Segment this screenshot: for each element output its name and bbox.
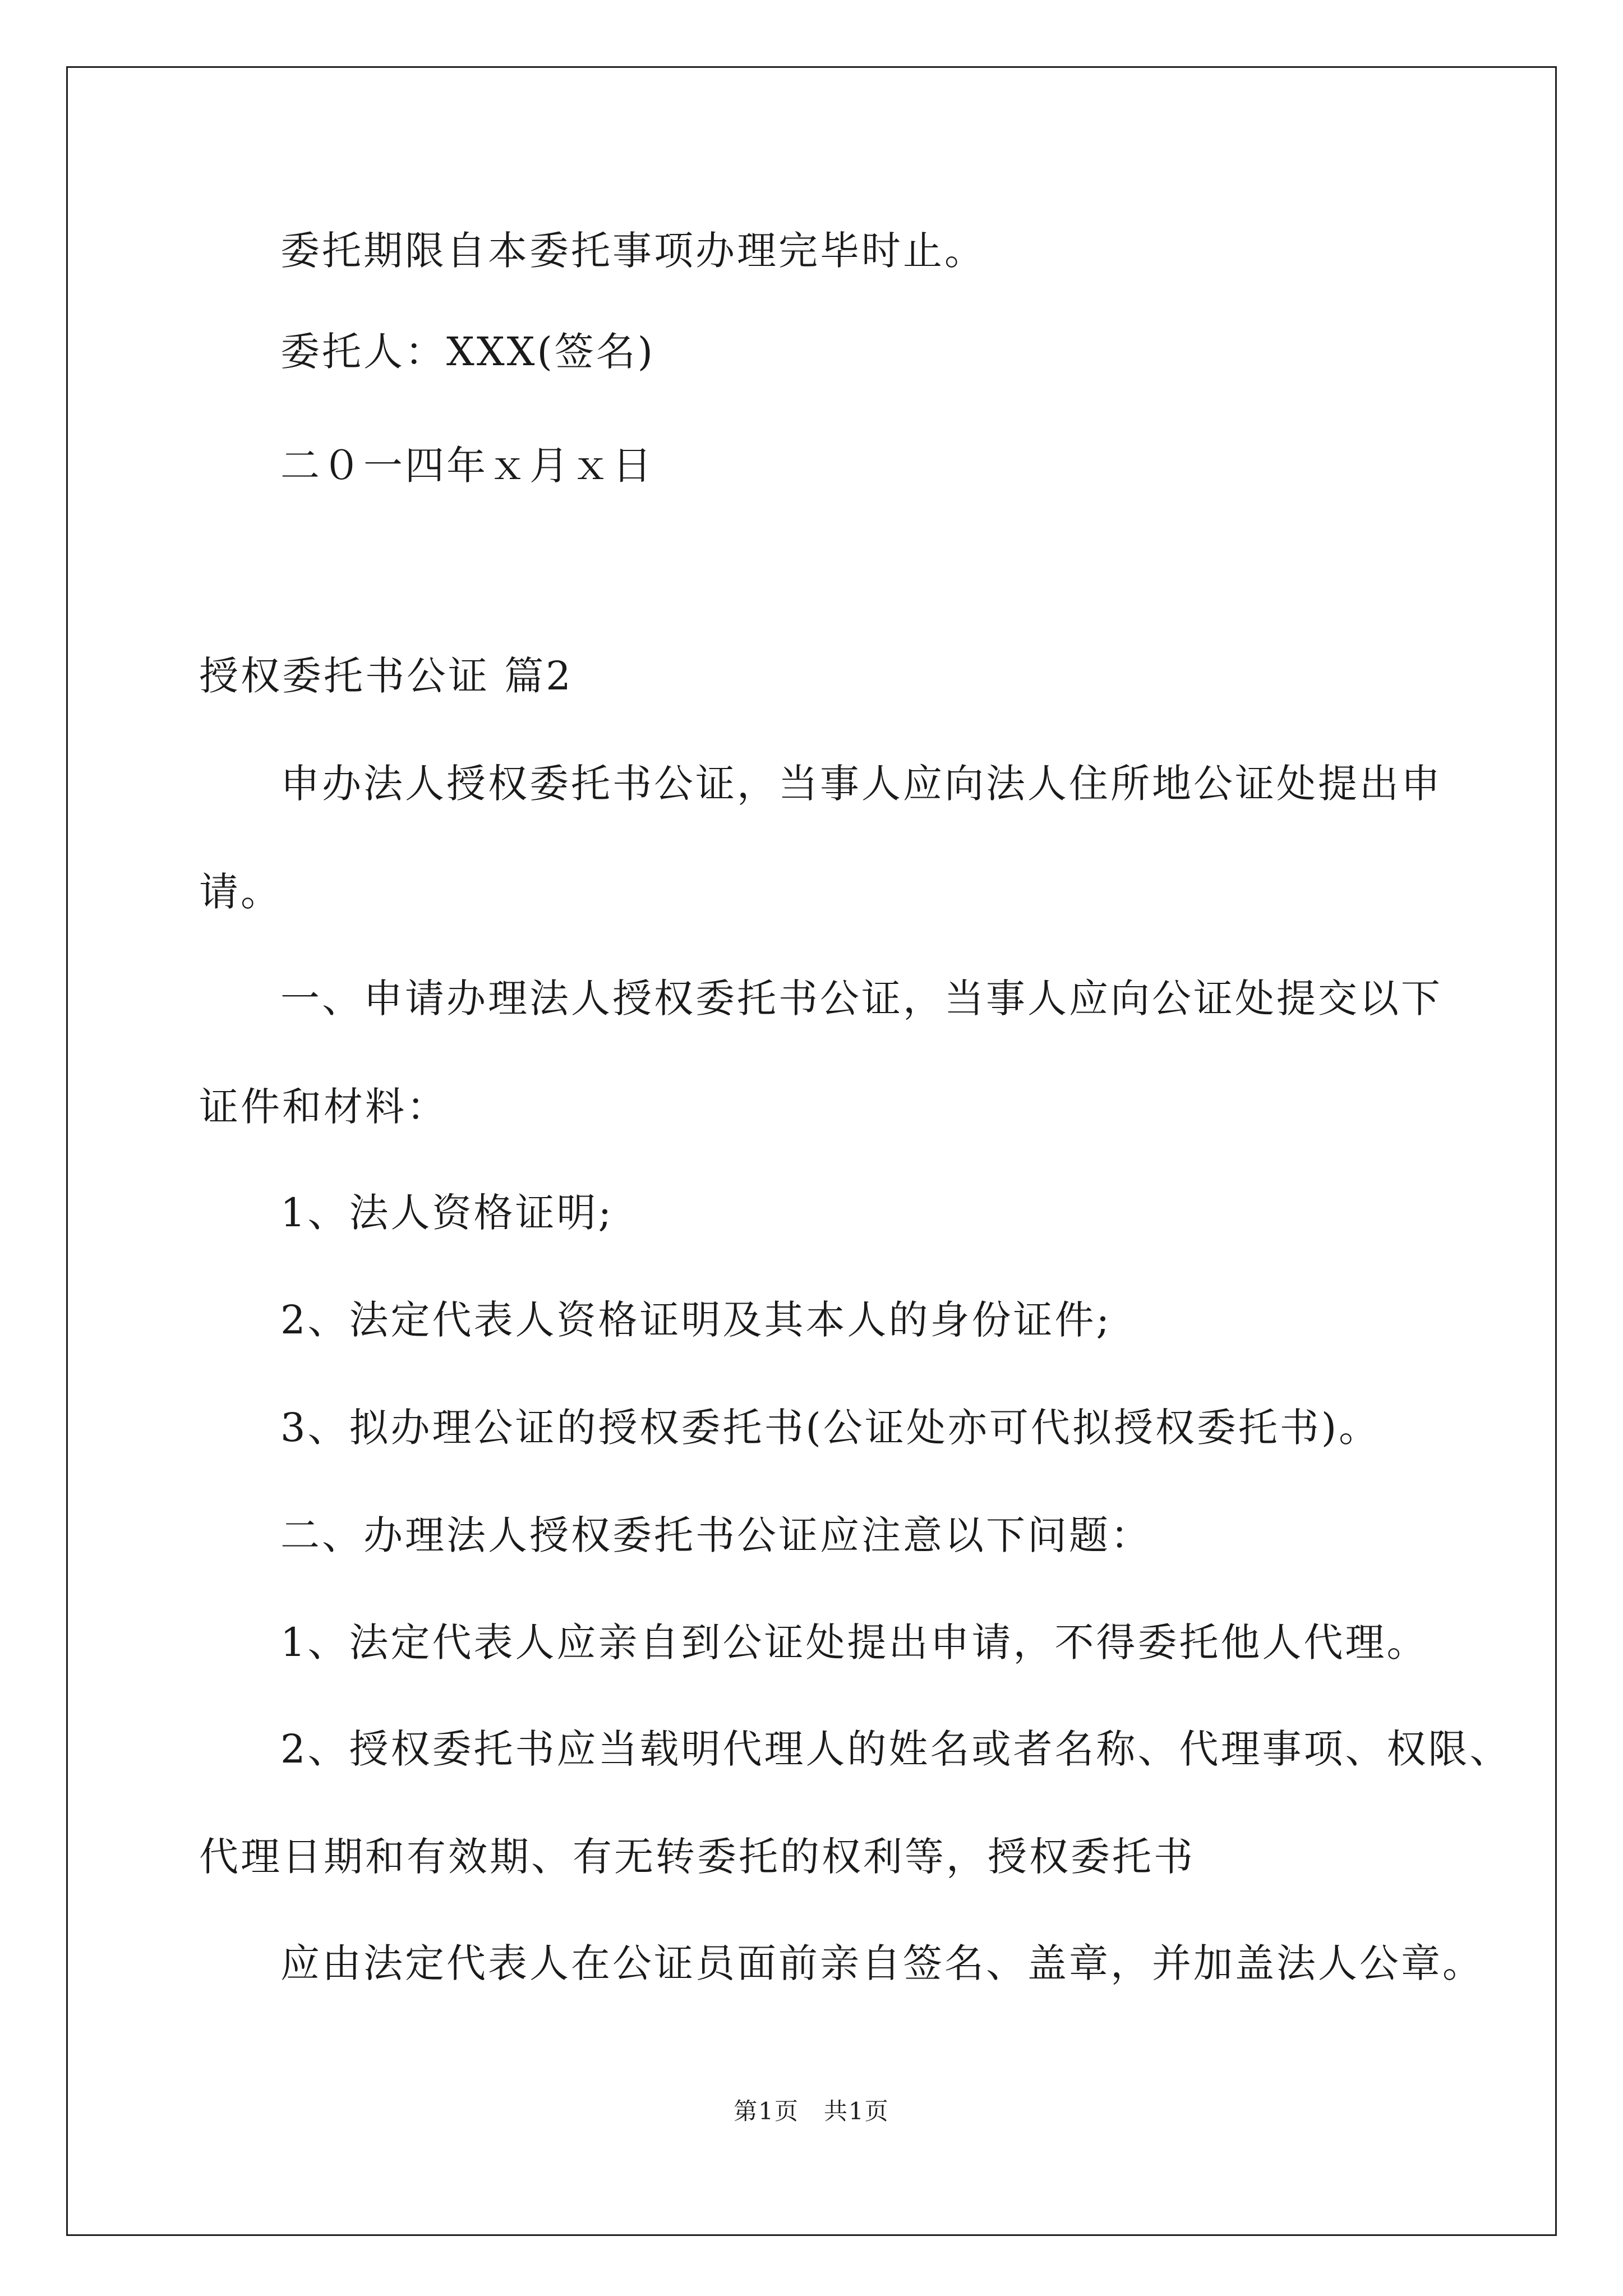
list-item: 3、拟办理公证的授权委托书(公证处亦可代拟授权委托书)。 (280, 1405, 1381, 1451)
list-item: 2、法定代表人资格证明及其本人的身份证件; (280, 1297, 1112, 1343)
paragraph-line: 证件和材料： (199, 1084, 448, 1130)
paragraph-line: 应由法定代表人在公证员面前亲自签名、盖章，并加盖法人公章。 (280, 1940, 1484, 1986)
page-number-footer: 第1页 共1页 (734, 2097, 889, 2125)
paragraph-line: 一、申请办理法人授权委托书公证，当事人应向公证处提交以下 (280, 976, 1442, 1022)
paragraph-line: 二０一四年ｘ月ｘ日 (280, 443, 654, 489)
paragraph-line: 请。 (199, 869, 282, 915)
paragraph-line: 代理日期和有效期、有无转委托的权利等，授权委托书 (199, 1834, 1195, 1880)
paragraph-line: 申办法人授权委托书公证，当事人应向法人住所地公证处提出申 (280, 761, 1442, 807)
section-heading: 授权委托书公证 篇2 (199, 653, 573, 699)
list-item: 2、授权委托书应当载明代理人的姓名或者名称、代理事项、权限、 (280, 1726, 1511, 1772)
paragraph-line: 二、办理法人授权委托书公证应注意以下问题： (280, 1512, 1152, 1558)
paragraph-line: 委托期限自本委托事项办理完毕时止。 (280, 228, 986, 274)
paragraph-line: 委托人：XXX(签名) (280, 329, 656, 375)
list-item: 1、法定代表人应亲自到公证处提出申请，不得委托他人代理。 (280, 1619, 1428, 1665)
page-border (66, 66, 1557, 2236)
list-item: 1、法人资格证明; (280, 1190, 614, 1236)
